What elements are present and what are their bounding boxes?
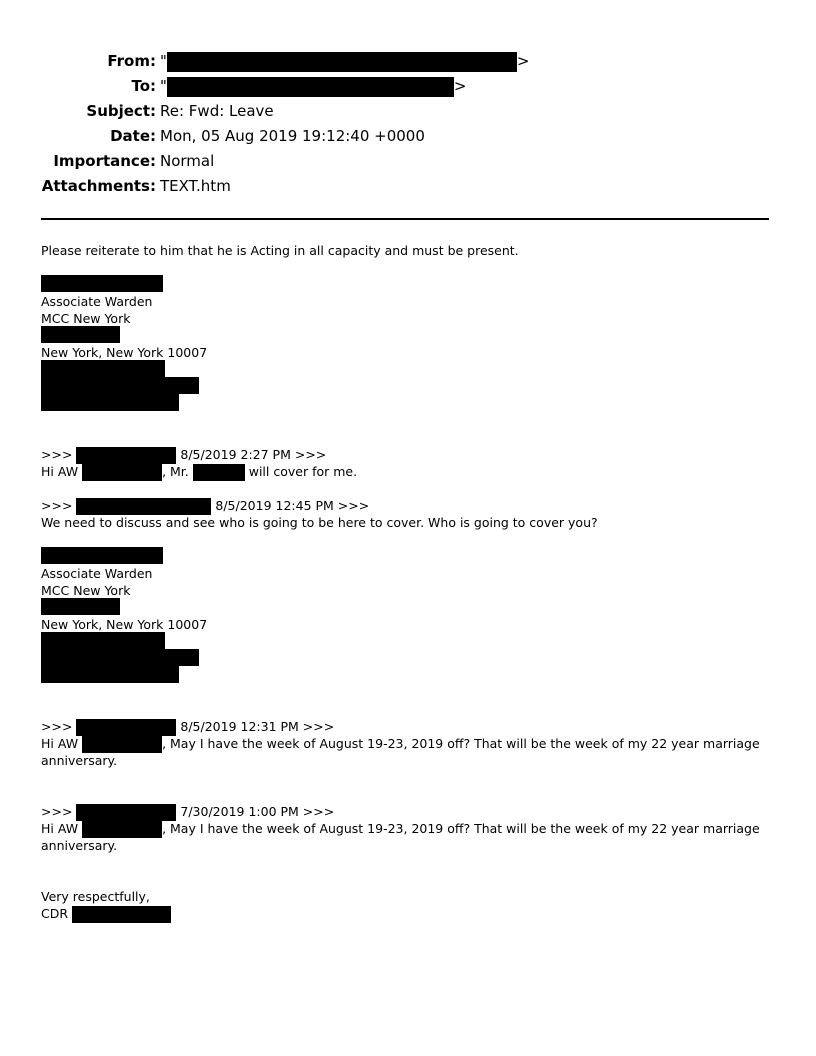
- from-redaction: [167, 52, 517, 72]
- quote3-aw-redaction: [82, 736, 162, 753]
- quote2-prefix: >>>: [41, 498, 73, 513]
- to-redaction: [167, 77, 454, 97]
- from-open-quote: ": [160, 52, 167, 70]
- sig1-title: Associate Warden: [41, 294, 153, 309]
- to-close: >: [453, 77, 467, 95]
- sig1-phone-redaction-3: [41, 394, 179, 411]
- importance-label: Importance:: [53, 152, 156, 170]
- quote4-body: [41, 820, 760, 838]
- cdr-label: CDR: [41, 906, 69, 921]
- sig1-phone-redaction-2: [41, 377, 199, 394]
- quote3-sender-redaction: [76, 719, 176, 736]
- quote1-sender-redaction: [76, 447, 176, 464]
- sig1-org: MCC New York: [41, 311, 131, 326]
- to-value: [160, 74, 466, 99]
- subject-row: [0, 99, 816, 124]
- from-close: >: [516, 52, 530, 70]
- sig2-name-redaction: [41, 547, 163, 564]
- quote1-meta: 8/5/2019 2:27 PM >>>: [180, 447, 327, 462]
- quote3-meta: 8/5/2019 12:31 PM >>>: [180, 719, 335, 734]
- quote2-meta: 8/5/2019 12:45 PM >>>: [215, 498, 370, 513]
- quote1-body: [41, 463, 357, 481]
- from-row: [0, 49, 816, 74]
- sig2-phone-redaction-2: [41, 649, 199, 666]
- quote3-body: [41, 735, 760, 753]
- from-value: [160, 49, 529, 74]
- closing: Very respectfully,: [41, 889, 150, 904]
- quote1-header: [41, 446, 326, 464]
- message-line-1: Please reiterate to him that he is Acting in all capacity and must be present.: [41, 243, 519, 258]
- date-value: Mon, 05 Aug 2019 19:12:40 +0000: [160, 127, 425, 145]
- quote4-body-cont: anniversary.: [41, 838, 118, 853]
- quote4-header: [41, 803, 334, 821]
- quote3-prefix: >>>: [41, 719, 73, 734]
- date-label: Date:: [110, 127, 156, 145]
- quote4-text: , May I have the week of August 19-23, 2019 off? That will be the week of my 22 year marriage: [162, 821, 760, 836]
- to-label: To:: [131, 77, 156, 95]
- importance-row: [0, 149, 816, 174]
- signature-line: [41, 905, 171, 923]
- quote1-hi: Hi AW: [41, 464, 79, 479]
- sig2-title: Associate Warden: [41, 566, 153, 581]
- quote1-cover: will cover for me.: [248, 464, 358, 479]
- sig1-phone-redaction-1: [41, 360, 165, 377]
- attachments-value: TEXT.htm: [160, 177, 231, 195]
- attachments-row: [0, 174, 816, 199]
- sig2-phone-redaction-3: [41, 666, 179, 683]
- quote1-mr: , Mr.: [162, 464, 189, 479]
- quote1-prefix: >>>: [41, 447, 73, 462]
- sig1-name-redaction: [41, 275, 163, 292]
- attachments-label: Attachments:: [41, 177, 156, 195]
- header-divider: [41, 218, 769, 220]
- quote3-header: [41, 718, 334, 736]
- importance-value: Normal: [160, 152, 215, 170]
- quote4-prefix: >>>: [41, 804, 73, 819]
- quote3-text: , May I have the week of August 19-23, 2019 off? That will be the week of my 22 year marriage: [162, 736, 760, 751]
- quote4-sender-redaction: [76, 804, 176, 821]
- from-label: From:: [107, 52, 156, 70]
- quote2-body: We need to discuss and see who is going to be here to cover. Who is going to cover you?: [41, 515, 598, 530]
- quote4-aw-redaction: [82, 821, 162, 838]
- sig2-phone-redaction-1: [41, 632, 165, 649]
- sig1-city: New York, New York 10007: [41, 345, 208, 360]
- sig2-org: MCC New York: [41, 583, 131, 598]
- quote2-sender-redaction: [76, 498, 211, 515]
- to-open-quote: ": [160, 77, 167, 95]
- sig1-address-redaction: [41, 326, 120, 343]
- quote1-mr-redaction: [193, 464, 245, 481]
- subject-label: Subject:: [86, 102, 156, 120]
- date-row: [0, 124, 816, 149]
- to-row: [0, 74, 816, 99]
- quote2-header: [41, 497, 369, 515]
- sig2-address-redaction: [41, 598, 120, 615]
- quote1-aw-redaction: [82, 464, 162, 481]
- quote3-hi: Hi AW: [41, 736, 79, 751]
- quote3-body-cont: anniversary.: [41, 753, 118, 768]
- quote4-meta: 7/30/2019 1:00 PM >>>: [180, 804, 335, 819]
- cdr-name-redaction: [72, 906, 171, 923]
- quote4-hi: Hi AW: [41, 821, 79, 836]
- sig2-city: New York, New York 10007: [41, 617, 208, 632]
- subject-value: Re: Fwd: Leave: [160, 102, 274, 120]
